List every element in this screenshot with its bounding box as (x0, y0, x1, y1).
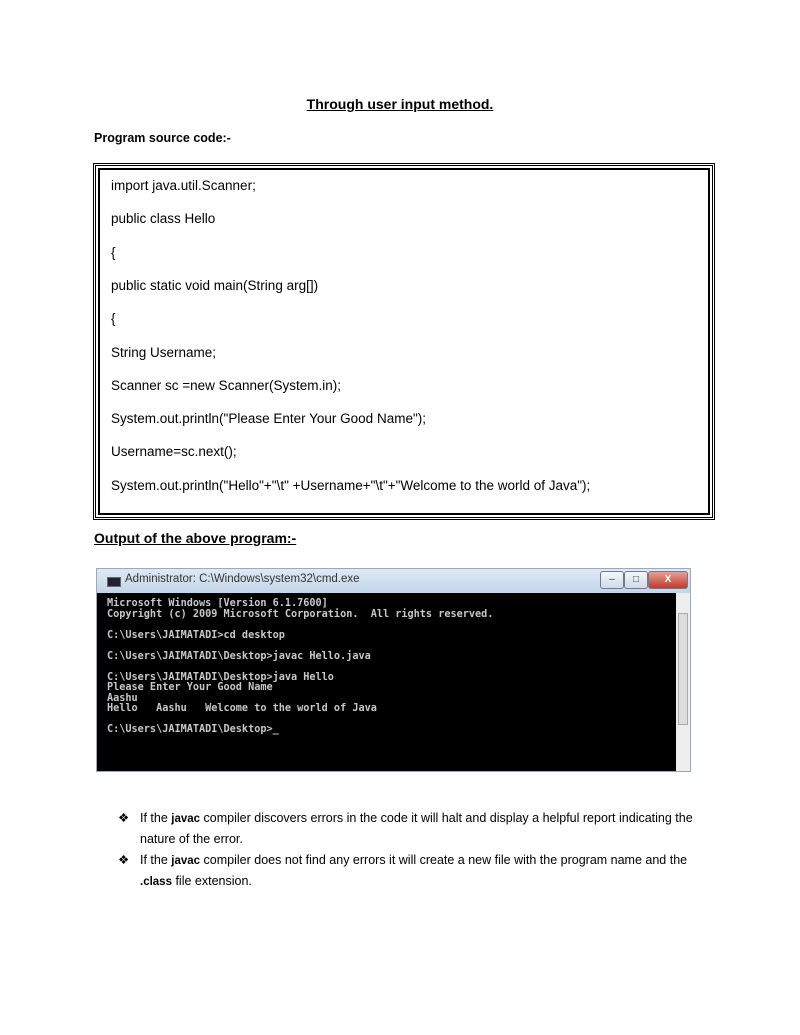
maximize-button[interactable]: □ (624, 571, 648, 589)
title-bar (97, 569, 690, 593)
window-title: Administrator: C:\Windows\system32\cmd.exe (125, 573, 360, 585)
page-title: Through user input method. (306, 96, 494, 112)
code-box (93, 163, 715, 520)
code-line: public static void main(String arg[]) (111, 277, 319, 293)
list-item: ❖ If the javac compiler discovers errors in the code it will halt and display a helpful report indicating the nature of the error. (118, 808, 718, 849)
bullet-icon: ❖ (118, 853, 130, 867)
code-line: public class Hello (111, 211, 216, 227)
code-line: { (111, 244, 116, 260)
bullet-icon: ❖ (118, 811, 130, 825)
code-line: Scanner sc =new Scanner(System.in); (111, 377, 341, 393)
scrollbar-thumb[interactable] (678, 613, 688, 725)
cmd-window (96, 568, 691, 772)
scrollbar[interactable] (676, 593, 690, 771)
code-line: System.out.println("Please Enter Your Good Name"); (111, 411, 426, 427)
output-heading: Output of the above program:- (94, 530, 297, 546)
section-label: Program source code:- (94, 131, 231, 145)
console-output: Microsoft Windows [Version 6.1.7600] Copyright (c) 2009 Microsoft Corporation. All rights reserved. C:\Users\JAIMATADI>cd desktop C:\Users\JAIMATADI\Desktop>javac Hello.java C:\Users\JAIMATADI\Desktop>java Hello Please Enter Your Good Name Aashu Hello Aashu Welcome to the world of Java C:\Users\JAIMATADI\Desktop>_ (107, 598, 494, 735)
cmd-icon (107, 577, 121, 587)
code-line: Username=sc.next(); (111, 444, 237, 460)
close-button[interactable]: X (648, 571, 688, 589)
code-line: { (111, 311, 116, 327)
minimize-button[interactable]: – (600, 571, 624, 589)
code-line: import java.util.Scanner; (111, 178, 256, 193)
code-line: System.out.println("Hello"+"\t" +Username+"\t"+"Welcome to the world of Java"); (111, 477, 591, 493)
list-item: ❖ If the javac compiler does not find any errors it will create a new file with the program name and the .class file extension. (118, 850, 718, 892)
bullet-list (118, 808, 718, 893)
code-line: String Username; (111, 344, 217, 360)
